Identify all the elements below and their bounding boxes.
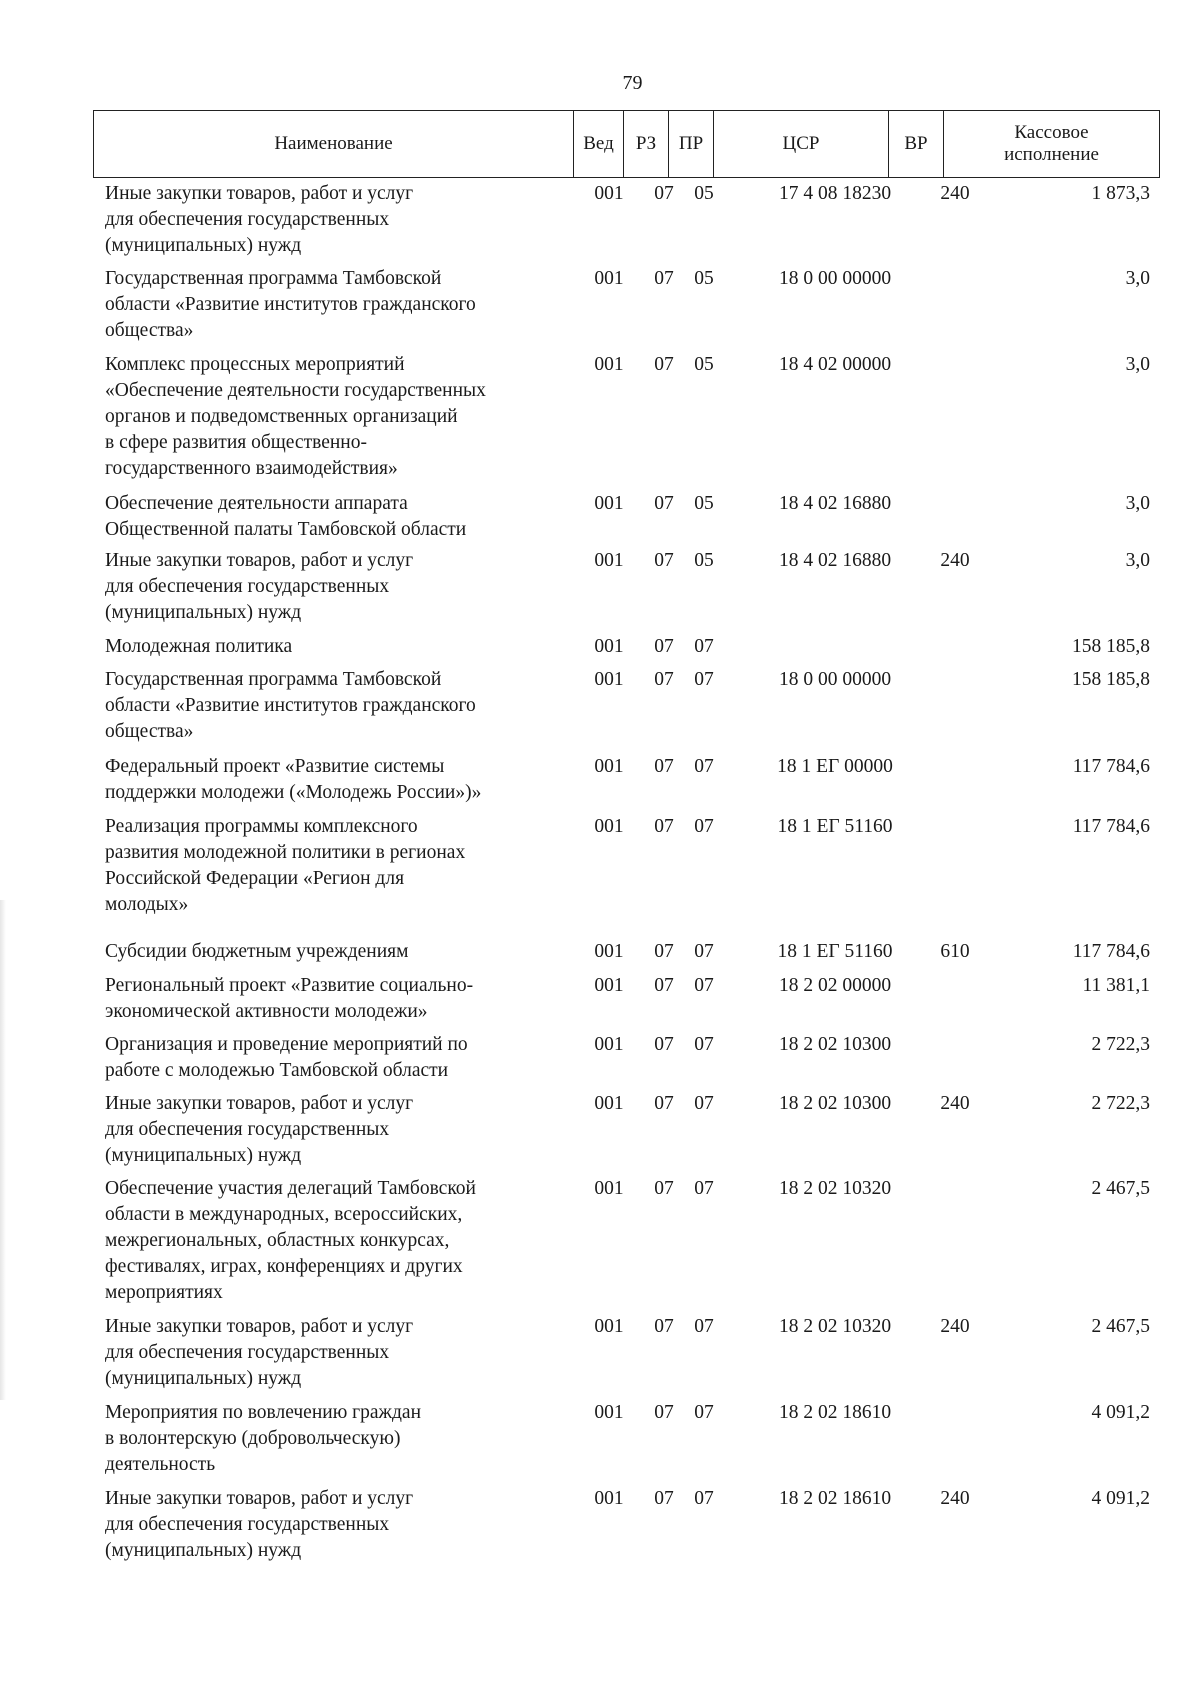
header-ved: Вед [574,111,624,178]
row-pr: 05 [694,354,714,375]
row-name: Реализация программы комплексного развития молодежной политики в регионах Российской Федерации «Регион для молодых» [105,816,466,915]
row-name: Иные закупки товаров, работ и услуг для обеспечения государственных (муниципальных) нужд [105,1093,414,1166]
row-rz: 07 [654,1488,674,1509]
table-header [93,110,1160,178]
row-rz: 07 [654,1402,674,1423]
row-ved: 001 [594,493,624,514]
row-amount: 3,0 [1125,268,1150,289]
header-name: Наименование [94,111,574,178]
row-amount: 2 722,3 [1091,1093,1150,1114]
row-ved: 001 [594,183,624,204]
row-csr: 18 2 02 10320 [778,1316,892,1337]
row-pr: 07 [694,941,714,962]
row-name: Обеспечение участия делегаций Тамбовской области в международных, всероссийских, межрегиональных, областных конкурсах, фестивалях, играх, конференциях и других мероприятиях [105,1178,476,1303]
row-name: Иные закупки товаров, работ и услуг для обеспечения государственных (муниципальных) нужд [105,183,414,256]
row-pr: 07 [694,756,714,777]
row-amount: 158 185,8 [1072,636,1150,657]
row-rz: 07 [654,941,674,962]
row-vr: 240 [940,183,970,204]
row-csr: 18 2 02 10300 [778,1093,892,1114]
row-csr: 18 1 ЕГ 51160 [777,941,893,962]
row-name: Организация и проведение мероприятий по работе с молодежью Тамбовской области [105,1034,468,1081]
row-ved: 001 [594,1488,624,1509]
row-rz: 07 [654,268,674,289]
row-amount: 1 873,3 [1091,183,1150,204]
row-pr: 05 [694,550,714,571]
row-ved: 001 [594,1178,624,1199]
row-rz: 07 [654,1034,674,1055]
row-amount: 3,0 [1125,493,1150,514]
row-ved: 001 [594,636,624,657]
row-csr: 18 2 02 18610 [778,1402,892,1423]
row-ved: 001 [594,354,624,375]
row-pr: 07 [694,816,714,837]
row-csr: 18 0 00 00000 [778,268,892,289]
row-amount: 4 091,2 [1091,1402,1150,1423]
row-csr: 18 2 02 10320 [778,1178,892,1199]
row-name: Региональный проект «Развитие социально- экономической активности молодежи» [105,975,474,1022]
row-vr: 240 [940,1093,970,1114]
row-rz: 07 [654,756,674,777]
row-csr: 18 4 02 16880 [778,550,892,571]
row-csr: 18 4 02 16880 [778,493,892,514]
row-pr: 07 [694,975,714,996]
row-csr: 18 2 02 18610 [778,1488,892,1509]
row-vr: 240 [940,550,970,571]
row-rz: 07 [654,493,674,514]
row-ved: 001 [594,550,624,571]
row-amount: 2 467,5 [1091,1178,1150,1199]
row-ved: 001 [594,975,624,996]
row-rz: 07 [654,550,674,571]
header-csr: ЦСР [714,111,889,178]
row-amount: 2 722,3 [1091,1034,1150,1055]
row-name: Комплекс процессных мероприятий «Обеспечение деятельности государственных органов и подведомственных организаций в сфере развития общественно- государственного взаимодействия» [105,354,486,479]
row-rz: 07 [654,975,674,996]
row-csr: 18 1 ЕГ 00000 [777,756,893,777]
row-vr: 240 [940,1316,970,1337]
row-ved: 001 [594,1093,624,1114]
row-amount: 117 784,6 [1072,756,1150,777]
row-rz: 07 [654,1178,674,1199]
header-amount: Кассовое исполнение [944,111,1160,178]
row-amount: 117 784,6 [1072,941,1150,962]
row-csr: 17 4 08 18230 [778,183,892,204]
row-amount: 4 091,2 [1091,1488,1150,1509]
row-ved: 001 [594,816,624,837]
row-rz: 07 [654,816,674,837]
row-csr: 18 0 00 00000 [778,669,892,690]
row-name: Обеспечение деятельности аппарата Общественной палаты Тамбовской области [105,493,467,540]
row-name: Субсидии бюджетным учреждениям [105,941,409,962]
row-csr: 18 4 02 00000 [778,354,892,375]
row-pr: 07 [694,1488,714,1509]
header-rz: РЗ [624,111,669,178]
row-rz: 07 [654,1316,674,1337]
row-ved: 001 [594,1402,624,1423]
row-csr: 18 2 02 00000 [778,975,892,996]
row-pr: 07 [694,669,714,690]
row-vr: 610 [940,941,970,962]
row-rz: 07 [654,183,674,204]
row-amount: 11 381,1 [1082,975,1150,996]
row-rz: 07 [654,636,674,657]
header-pr: ПР [669,111,714,178]
row-amount: 3,0 [1125,550,1150,571]
row-csr: 18 1 ЕГ 51160 [777,816,893,837]
row-rz: 07 [654,354,674,375]
row-pr: 07 [694,636,714,657]
row-name: Иные закупки товаров, работ и услуг для обеспечения государственных (муниципальных) нужд [105,550,414,623]
row-amount: 2 467,5 [1091,1316,1150,1337]
scan-edge-shadow [0,900,6,1400]
row-name: Мероприятия по вовлечению граждан в волонтерскую (добровольческую) деятельность [105,1402,422,1475]
row-amount: 3,0 [1125,354,1150,375]
row-pr: 05 [694,183,714,204]
header-vr: ВР [889,111,944,178]
row-pr: 05 [694,268,714,289]
row-name: Иные закупки товаров, работ и услуг для обеспечения государственных (муниципальных) нужд [105,1316,414,1389]
row-csr: 18 2 02 10300 [778,1034,892,1055]
row-name: Федеральный проект «Развитие системы поддержки молодежи («Молодежь России»)» [105,756,482,803]
row-name: Государственная программа Тамбовской области «Развитие институтов гражданского общества» [105,268,476,341]
row-name: Государственная программа Тамбовской области «Развитие институтов гражданского общества» [105,669,476,742]
row-amount: 158 185,8 [1072,669,1150,690]
row-rz: 07 [654,1093,674,1114]
row-ved: 001 [594,756,624,777]
row-ved: 001 [594,1316,624,1337]
row-pr: 07 [694,1178,714,1199]
row-ved: 001 [594,941,624,962]
row-ved: 001 [594,1034,624,1055]
row-pr: 07 [694,1402,714,1423]
row-pr: 07 [694,1093,714,1114]
row-vr: 240 [940,1488,970,1509]
row-name: Иные закупки товаров, работ и услуг для обеспечения государственных (муниципальных) нужд [105,1488,414,1561]
row-amount: 117 784,6 [1072,816,1150,837]
row-pr: 07 [694,1316,714,1337]
row-rz: 07 [654,669,674,690]
row-pr: 07 [694,1034,714,1055]
row-pr: 05 [694,493,714,514]
row-ved: 001 [594,669,624,690]
page-number: 79 [622,72,643,94]
row-ved: 001 [594,268,624,289]
row-name: Молодежная политика [105,636,293,657]
